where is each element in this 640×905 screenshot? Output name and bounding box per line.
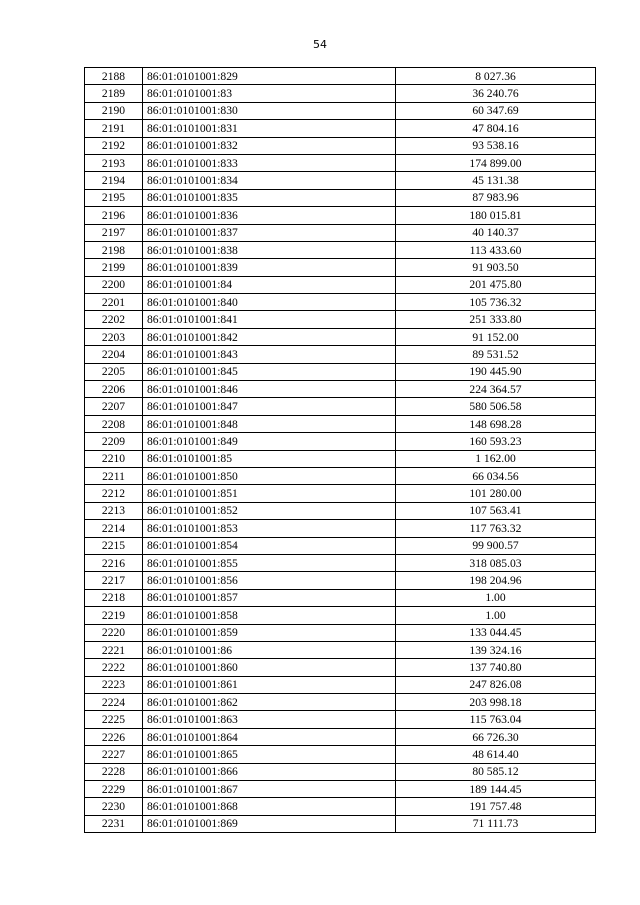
- row-number-cell: 2231: [85, 815, 143, 832]
- table-row: [85, 781, 596, 798]
- table-row: [85, 763, 596, 780]
- cadastral-number-cell: 86:01:0101001:869: [143, 815, 396, 832]
- row-number-cell: 2210: [85, 450, 143, 467]
- row-number-cell: 2188: [85, 68, 143, 85]
- value-cell: 318 085.03: [396, 554, 596, 571]
- value-cell: 198 204.96: [396, 572, 596, 589]
- cadastral-number-cell: 86:01:0101001:836: [143, 207, 396, 224]
- cadastral-number-cell: 86:01:0101001:834: [143, 172, 396, 189]
- row-number-cell: 2224: [85, 694, 143, 711]
- cadastral-number-cell: 86:01:0101001:86: [143, 641, 396, 658]
- cadastral-number-cell: 86:01:0101001:829: [143, 68, 396, 85]
- value-cell: 174 899.00: [396, 154, 596, 171]
- value-cell: 80 585.12: [396, 763, 596, 780]
- row-number-cell: 2226: [85, 728, 143, 745]
- row-number-cell: 2215: [85, 537, 143, 554]
- cadastral-number-cell: 86:01:0101001:837: [143, 224, 396, 241]
- value-cell: 45 131.38: [396, 172, 596, 189]
- value-cell: 160 593.23: [396, 433, 596, 450]
- cadastral-number-cell: 86:01:0101001:848: [143, 415, 396, 432]
- value-cell: 117 763.32: [396, 520, 596, 537]
- table-row: [85, 502, 596, 519]
- table-row: [85, 398, 596, 415]
- cadastral-number-cell: 86:01:0101001:856: [143, 572, 396, 589]
- value-cell: 48 614.40: [396, 746, 596, 763]
- value-cell: 224 364.57: [396, 381, 596, 398]
- table-row: [85, 189, 596, 206]
- row-number-cell: 2225: [85, 711, 143, 728]
- row-number-cell: 2198: [85, 241, 143, 258]
- table-row: [85, 694, 596, 711]
- cadastral-number-cell: 86:01:0101001:832: [143, 137, 396, 154]
- table-row: [85, 241, 596, 258]
- table-row: [85, 572, 596, 589]
- value-cell: 137 740.80: [396, 659, 596, 676]
- value-cell: 203 998.18: [396, 694, 596, 711]
- value-cell: 60 347.69: [396, 102, 596, 119]
- row-number-cell: 2214: [85, 520, 143, 537]
- table-row: [85, 676, 596, 693]
- table-row: [85, 68, 596, 85]
- row-number-cell: 2205: [85, 363, 143, 380]
- row-number-cell: 2199: [85, 259, 143, 276]
- value-cell: 47 804.16: [396, 120, 596, 137]
- cadastral-number-cell: 86:01:0101001:845: [143, 363, 396, 380]
- value-cell: 91 903.50: [396, 259, 596, 276]
- cadastral-number-cell: 86:01:0101001:839: [143, 259, 396, 276]
- row-number-cell: 2221: [85, 641, 143, 658]
- row-number-cell: 2222: [85, 659, 143, 676]
- row-number-cell: 2213: [85, 502, 143, 519]
- row-number-cell: 2219: [85, 607, 143, 624]
- cadastre-table: [84, 67, 596, 833]
- cadastral-number-cell: 86:01:0101001:867: [143, 781, 396, 798]
- value-cell: 113 433.60: [396, 241, 596, 258]
- table-row: [85, 276, 596, 293]
- value-cell: 191 757.48: [396, 798, 596, 815]
- row-number-cell: 2204: [85, 346, 143, 363]
- row-number-cell: 2196: [85, 207, 143, 224]
- table-row: [85, 467, 596, 484]
- table-row: [85, 641, 596, 658]
- table-row: [85, 589, 596, 606]
- table-row: [85, 294, 596, 311]
- value-cell: 201 475.80: [396, 276, 596, 293]
- cadastral-number-cell: 86:01:0101001:859: [143, 624, 396, 641]
- cadastral-number-cell: 86:01:0101001:851: [143, 485, 396, 502]
- table-row: [85, 311, 596, 328]
- cadastral-number-cell: 86:01:0101001:843: [143, 346, 396, 363]
- value-cell: 36 240.76: [396, 85, 596, 102]
- table-row: [85, 450, 596, 467]
- table-row: [85, 207, 596, 224]
- table-row: [85, 815, 596, 832]
- cadastral-number-cell: 86:01:0101001:830: [143, 102, 396, 119]
- value-cell: 190 445.90: [396, 363, 596, 380]
- value-cell: 180 015.81: [396, 207, 596, 224]
- table-row: [85, 120, 596, 137]
- row-number-cell: 2195: [85, 189, 143, 206]
- cadastral-number-cell: 86:01:0101001:865: [143, 746, 396, 763]
- table-body: [85, 68, 596, 833]
- value-cell: 87 983.96: [396, 189, 596, 206]
- row-number-cell: 2217: [85, 572, 143, 589]
- row-number-cell: 2209: [85, 433, 143, 450]
- table-row: [85, 485, 596, 502]
- table-row: [85, 154, 596, 171]
- row-number-cell: 2207: [85, 398, 143, 415]
- value-cell: 580 506.58: [396, 398, 596, 415]
- row-number-cell: 2201: [85, 294, 143, 311]
- value-cell: 91 152.00: [396, 328, 596, 345]
- cadastral-number-cell: 86:01:0101001:861: [143, 676, 396, 693]
- cadastral-number-cell: 86:01:0101001:863: [143, 711, 396, 728]
- table-row: [85, 746, 596, 763]
- cadastral-number-cell: 86:01:0101001:864: [143, 728, 396, 745]
- table-row: [85, 728, 596, 745]
- cadastral-number-cell: 86:01:0101001:833: [143, 154, 396, 171]
- value-cell: 89 531.52: [396, 346, 596, 363]
- value-cell: 251 333.80: [396, 311, 596, 328]
- row-number-cell: 2227: [85, 746, 143, 763]
- table-row: [85, 798, 596, 815]
- cadastral-number-cell: 86:01:0101001:866: [143, 763, 396, 780]
- row-number-cell: 2216: [85, 554, 143, 571]
- row-number-cell: 2200: [85, 276, 143, 293]
- table-row: [85, 537, 596, 554]
- value-cell: 139 324.16: [396, 641, 596, 658]
- value-cell: 189 144.45: [396, 781, 596, 798]
- value-cell: 148 698.28: [396, 415, 596, 432]
- table-row: [85, 85, 596, 102]
- value-cell: 8 027.36: [396, 68, 596, 85]
- row-number-cell: 2193: [85, 154, 143, 171]
- table-row: [85, 711, 596, 728]
- cadastral-number-cell: 86:01:0101001:838: [143, 241, 396, 258]
- table-row: [85, 433, 596, 450]
- row-number-cell: 2191: [85, 120, 143, 137]
- cadastral-number-cell: 86:01:0101001:841: [143, 311, 396, 328]
- cadastral-number-cell: 86:01:0101001:860: [143, 659, 396, 676]
- cadastral-number-cell: 86:01:0101001:846: [143, 381, 396, 398]
- cadastral-number-cell: 86:01:0101001:853: [143, 520, 396, 537]
- cadastral-number-cell: 86:01:0101001:84: [143, 276, 396, 293]
- cadastral-number-cell: 86:01:0101001:858: [143, 607, 396, 624]
- value-cell: 1 162.00: [396, 450, 596, 467]
- value-cell: 66 726.30: [396, 728, 596, 745]
- value-cell: 40 140.37: [396, 224, 596, 241]
- value-cell: 99 900.57: [396, 537, 596, 554]
- cadastral-number-cell: 86:01:0101001:831: [143, 120, 396, 137]
- cadastral-number-cell: 86:01:0101001:857: [143, 589, 396, 606]
- cadastral-number-cell: 86:01:0101001:840: [143, 294, 396, 311]
- row-number-cell: 2230: [85, 798, 143, 815]
- cadastral-number-cell: 86:01:0101001:847: [143, 398, 396, 415]
- value-cell: 101 280.00: [396, 485, 596, 502]
- value-cell: 105 736.32: [396, 294, 596, 311]
- row-number-cell: 2211: [85, 467, 143, 484]
- row-number-cell: 2189: [85, 85, 143, 102]
- cadastral-number-cell: 86:01:0101001:855: [143, 554, 396, 571]
- row-number-cell: 2203: [85, 328, 143, 345]
- cadastral-number-cell: 86:01:0101001:862: [143, 694, 396, 711]
- table-row: [85, 659, 596, 676]
- table-row: [85, 520, 596, 537]
- value-cell: 71 111.73: [396, 815, 596, 832]
- table-row: [85, 624, 596, 641]
- cadastral-number-cell: 86:01:0101001:85: [143, 450, 396, 467]
- value-cell: 1.00: [396, 607, 596, 624]
- row-number-cell: 2206: [85, 381, 143, 398]
- cadastral-number-cell: 86:01:0101001:868: [143, 798, 396, 815]
- table-row: [85, 102, 596, 119]
- table-row: [85, 415, 596, 432]
- row-number-cell: 2190: [85, 102, 143, 119]
- cadastral-number-cell: 86:01:0101001:83: [143, 85, 396, 102]
- table-row: [85, 346, 596, 363]
- table-row: [85, 224, 596, 241]
- page-number: 54: [313, 38, 327, 51]
- value-cell: 133 044.45: [396, 624, 596, 641]
- value-cell: 66 034.56: [396, 467, 596, 484]
- row-number-cell: 2197: [85, 224, 143, 241]
- row-number-cell: 2202: [85, 311, 143, 328]
- row-number-cell: 2228: [85, 763, 143, 780]
- cadastral-number-cell: 86:01:0101001:850: [143, 467, 396, 484]
- row-number-cell: 2220: [85, 624, 143, 641]
- row-number-cell: 2218: [85, 589, 143, 606]
- value-cell: 247 826.08: [396, 676, 596, 693]
- cadastral-number-cell: 86:01:0101001:842: [143, 328, 396, 345]
- table-row: [85, 381, 596, 398]
- row-number-cell: 2208: [85, 415, 143, 432]
- table-row: [85, 259, 596, 276]
- row-number-cell: 2194: [85, 172, 143, 189]
- row-number-cell: 2212: [85, 485, 143, 502]
- value-cell: 93 538.16: [396, 137, 596, 154]
- table-row: [85, 554, 596, 571]
- row-number-cell: 2223: [85, 676, 143, 693]
- value-cell: 115 763.04: [396, 711, 596, 728]
- table-row: [85, 137, 596, 154]
- cadastral-number-cell: 86:01:0101001:852: [143, 502, 396, 519]
- value-cell: 107 563.41: [396, 502, 596, 519]
- cadastral-number-cell: 86:01:0101001:854: [143, 537, 396, 554]
- value-cell: 1.00: [396, 589, 596, 606]
- row-number-cell: 2229: [85, 781, 143, 798]
- cadastral-number-cell: 86:01:0101001:835: [143, 189, 396, 206]
- cadastral-number-cell: 86:01:0101001:849: [143, 433, 396, 450]
- table-row: [85, 607, 596, 624]
- table-row: [85, 328, 596, 345]
- row-number-cell: 2192: [85, 137, 143, 154]
- table-row: [85, 363, 596, 380]
- table-row: [85, 172, 596, 189]
